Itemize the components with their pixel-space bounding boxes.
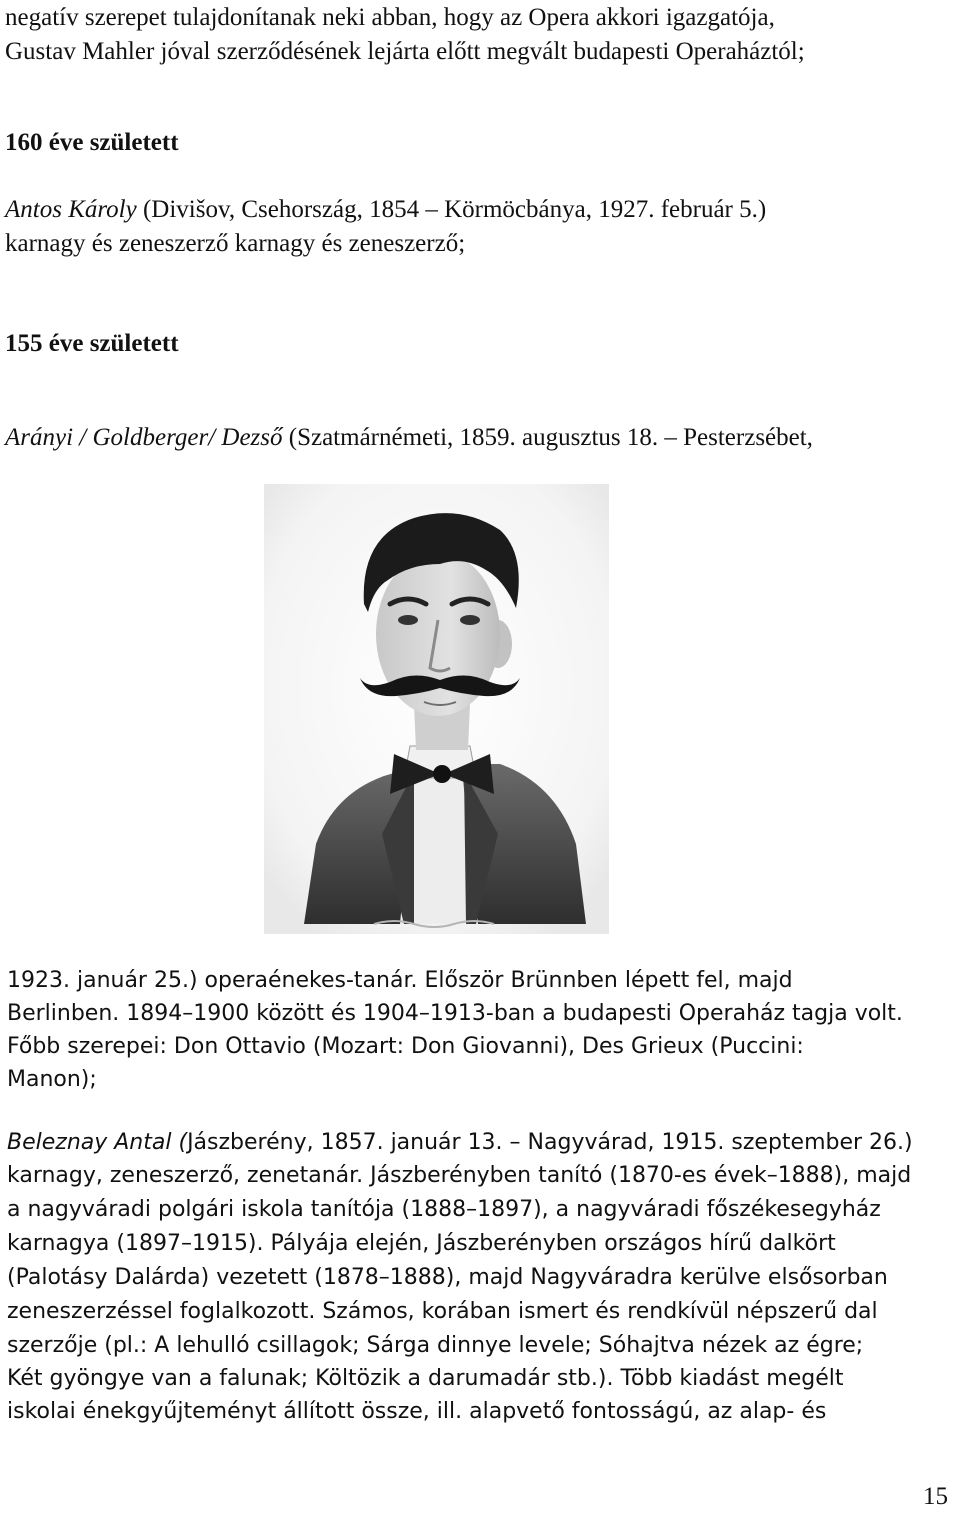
beleznay-dates: Jászberény, 1857. január 13. – Nagyvárad, 1915. szeptember 26.) (187, 1130, 913, 1155)
body-text-line: szerzője (pl.: A lehulló csillagok; Sárga dinnye levele; Sóhajtva nézek az égre; (7, 1333, 864, 1358)
body-text-line: negatív szerepet tulajdonítanak neki abban, hogy az Opera akkori igazgatója, (5, 4, 775, 31)
body-text-line: (Palotásy Dalárda) vezetett (1878–1888), majd Nagyváradra kerülve elsősorban (7, 1265, 888, 1290)
aranyi-entry-line (5, 422, 813, 454)
body-text-line: 1923. január 25.) operaénekes-tanár. Először Brünnben lépett fel, majd (7, 968, 793, 993)
antos-entry-line (5, 194, 766, 226)
body-text-line: Gustav Mahler jóval szerződésének lejárta előtt megvált budapesti Operaháztól; (5, 38, 805, 65)
antos-dates: (Divišov, Csehország, 1854 – Körmöcbánya, 1927. február 5.) (136, 196, 767, 223)
person-name-antos: Antos Károly (5, 196, 137, 223)
body-text-line: Főbb szerepei: Don Ottavio (Mozart: Don Giovanni), Des Grieux (Puccini: (7, 1034, 804, 1059)
antos-role: karnagy és zeneszerző karnagy és zeneszerző; (5, 230, 466, 257)
body-text-line: Berlinben. 1894–1900 között és 1904–1913-ban a budapesti Operaház tagja volt. (7, 1001, 903, 1026)
person-name-aranyi: Arányi / Goldberger/ Dezső (5, 424, 283, 451)
body-text-line: karnagy, zeneszerző, zenetanár. Jászberényben tanító (1870-es évek–1888), majd (7, 1163, 912, 1188)
body-text-line: zeneszerzéssel foglalkozott. Számos, korában ismert és rendkívül népszerű dal (7, 1299, 878, 1324)
body-text-line: karnagya (1897–1915). Pályája elején, Jászberényben országos hírű dalkört (7, 1231, 836, 1256)
body-text-line: iskolai énekgyűjteményt állított össze, ill. alapvető fontosságú, az alap- és (7, 1399, 827, 1424)
page-number: 15 (923, 1483, 948, 1510)
portrait-illustration (264, 484, 609, 934)
section-heading-155: 155 éve született (5, 330, 179, 357)
person-name-beleznay: Beleznay Antal ( (7, 1130, 188, 1155)
body-text-line: Manon); (7, 1067, 97, 1092)
beleznay-entry-line (7, 1127, 913, 1159)
portrait-photo (264, 484, 609, 934)
body-text-line: a nagyváradi polgári iskola tanítója (1888–1897), a nagyváradi főszékesegyház (7, 1197, 881, 1222)
body-text-line: Két gyöngye van a falunak; Költözik a darumadár stb.). Több kiadást megélt (7, 1366, 844, 1391)
aranyi-dates: (Szatmárnémeti, 1859. augusztus 18. – Pesterzsébet, (282, 424, 813, 451)
section-heading-160: 160 éve született (5, 129, 179, 156)
